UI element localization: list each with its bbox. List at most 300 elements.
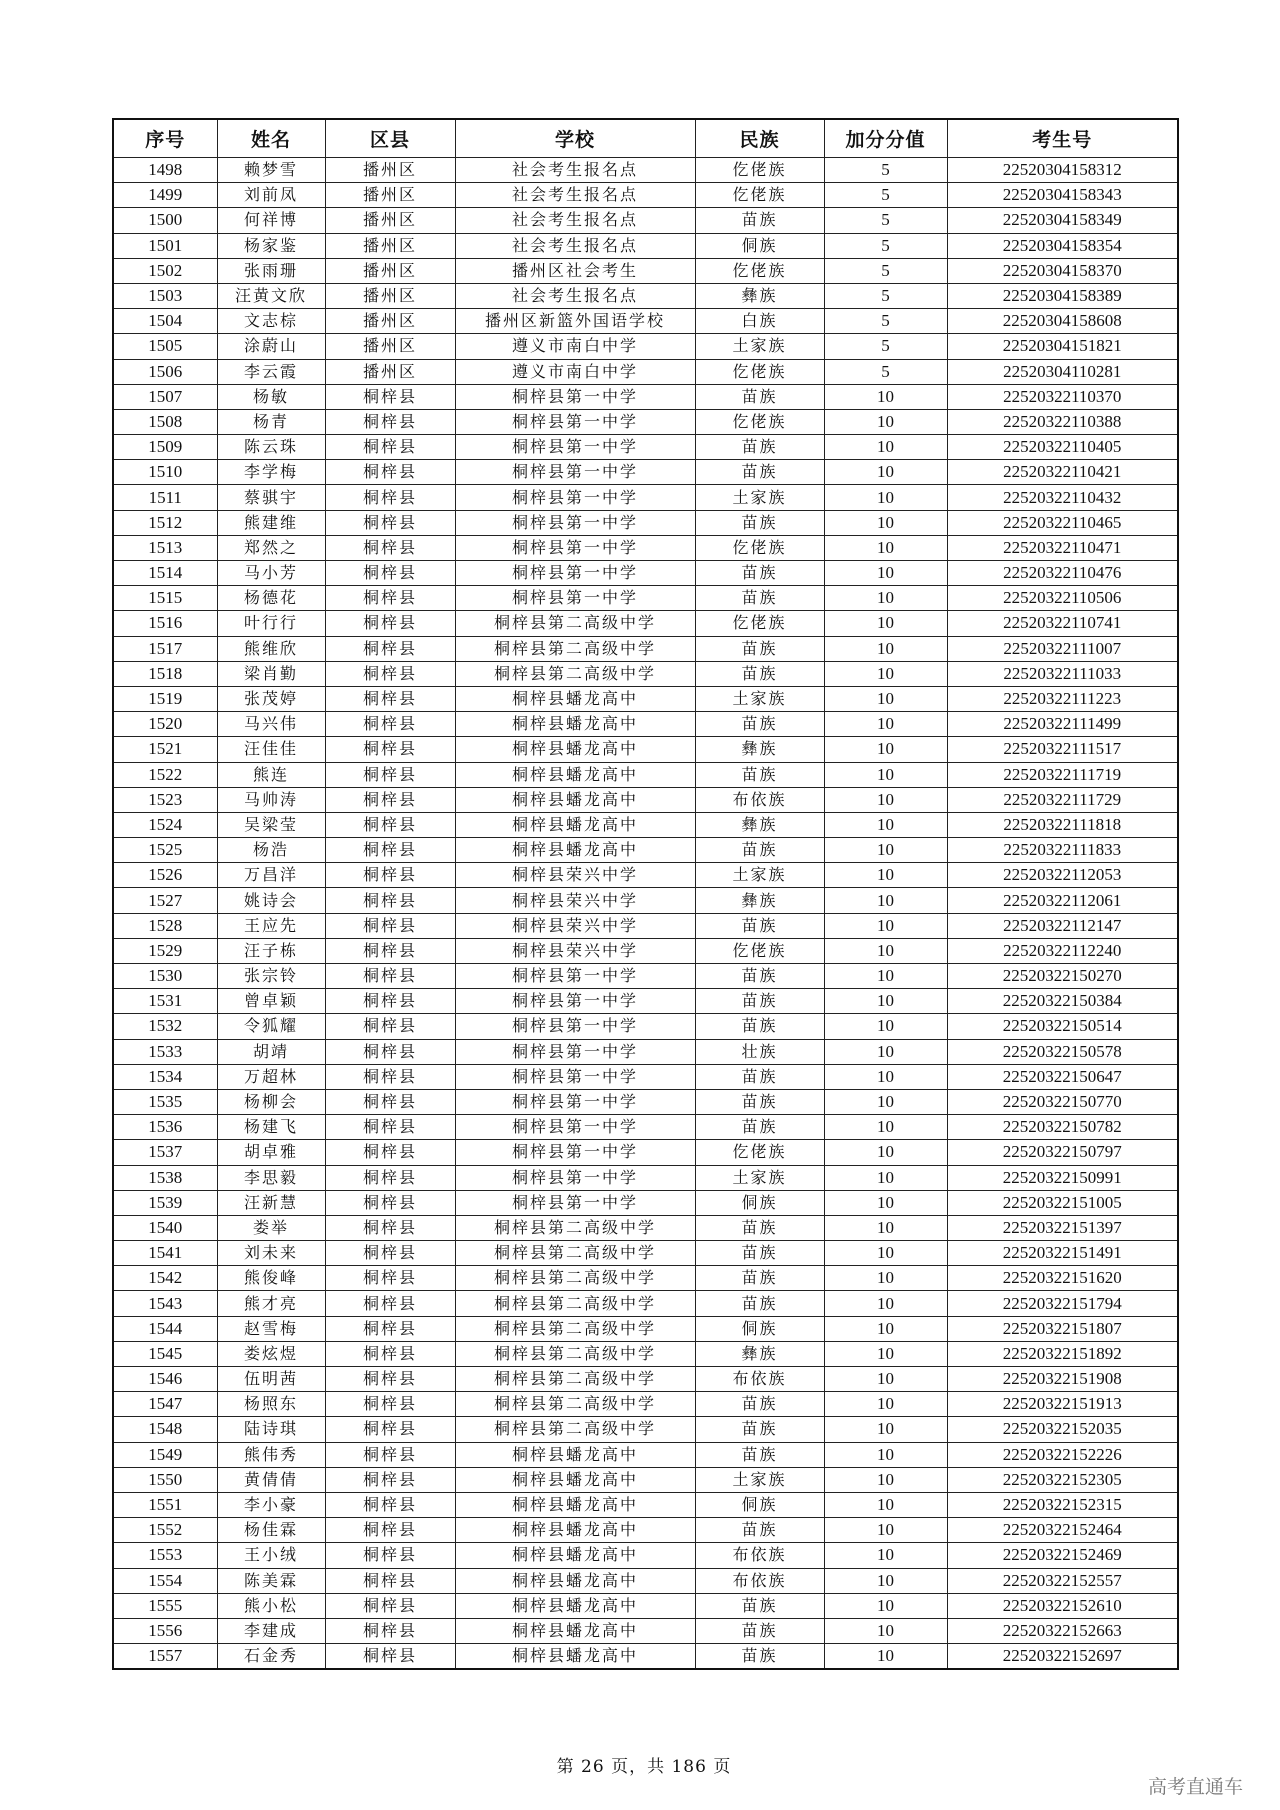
- cell-serial: 1552: [113, 1518, 217, 1543]
- cell-district: 桐梓县: [325, 611, 455, 636]
- cell-exam-number: 22520322151397: [947, 1215, 1178, 1240]
- cell-district: 播州区: [325, 309, 455, 334]
- cell-district: 桐梓县: [325, 1417, 455, 1442]
- table-row: [113, 1442, 1178, 1467]
- cell-bonus-points: 10: [824, 1341, 947, 1366]
- table-row: [113, 1367, 1178, 1392]
- cell-name: 王小绒: [217, 1543, 325, 1568]
- cell-bonus-points: 10: [824, 712, 947, 737]
- table-row: [113, 1341, 1178, 1366]
- cell-district: 桐梓县: [325, 661, 455, 686]
- cell-exam-number: 22520322151908: [947, 1367, 1178, 1392]
- table-row: [113, 1417, 1178, 1442]
- cell-serial: 1543: [113, 1291, 217, 1316]
- cell-exam-number: 22520322110506: [947, 586, 1178, 611]
- cell-district: 播州区: [325, 183, 455, 208]
- cell-school: 桐梓县荣兴中学: [455, 938, 695, 963]
- cell-ethnicity: 苗族: [695, 1442, 824, 1467]
- cell-school: 桐梓县荣兴中学: [455, 863, 695, 888]
- cell-ethnicity: 仡佬族: [695, 359, 824, 384]
- cell-bonus-points: 5: [824, 309, 947, 334]
- cell-district: 桐梓县: [325, 838, 455, 863]
- cell-district: 桐梓县: [325, 1014, 455, 1039]
- cell-serial: 1553: [113, 1543, 217, 1568]
- cell-school: 播州区新篮外国语学校: [455, 309, 695, 334]
- cell-ethnicity: 土家族: [695, 1467, 824, 1492]
- cell-district: 桐梓县: [325, 1467, 455, 1492]
- cell-district: 桐梓县: [325, 1115, 455, 1140]
- cell-name: 万昌洋: [217, 863, 325, 888]
- table-row: [113, 636, 1178, 661]
- cell-serial: 1537: [113, 1140, 217, 1165]
- cell-school: 桐梓县蟠龙高中: [455, 1492, 695, 1517]
- table-row: [113, 1543, 1178, 1568]
- cell-name: 马帅涛: [217, 787, 325, 812]
- cell-bonus-points: 10: [824, 1367, 947, 1392]
- cell-ethnicity: 苗族: [695, 712, 824, 737]
- cell-name: 令狐耀: [217, 1014, 325, 1039]
- cell-bonus-points: 10: [824, 1568, 947, 1593]
- cell-ethnicity: 土家族: [695, 1165, 824, 1190]
- cell-bonus-points: 10: [824, 1241, 947, 1266]
- cell-bonus-points: 10: [824, 1014, 947, 1039]
- cell-exam-number: 22520322112147: [947, 913, 1178, 938]
- cell-name: 赵雪梅: [217, 1316, 325, 1341]
- table-row: [113, 964, 1178, 989]
- cell-name: 赖梦雪: [217, 158, 325, 183]
- table-row: [113, 661, 1178, 686]
- cell-name: 张雨珊: [217, 258, 325, 283]
- cell-name: 石金秀: [217, 1644, 325, 1670]
- cell-school: 桐梓县第二高级中学: [455, 1392, 695, 1417]
- cell-bonus-points: 10: [824, 1492, 947, 1517]
- cell-exam-number: 22520322151005: [947, 1190, 1178, 1215]
- cell-ethnicity: 苗族: [695, 1115, 824, 1140]
- cell-district: 桐梓县: [325, 712, 455, 737]
- header-name: 姓名: [217, 119, 325, 158]
- cell-name: 何祥博: [217, 208, 325, 233]
- watermark: 高考直通车: [1148, 1776, 1244, 1798]
- cell-school: 桐梓县蟠龙高中: [455, 838, 695, 863]
- cell-school: 桐梓县第一中学: [455, 535, 695, 560]
- cell-serial: 1555: [113, 1593, 217, 1618]
- cell-exam-number: 22520322150770: [947, 1089, 1178, 1114]
- cell-school: 桐梓县第一中学: [455, 1140, 695, 1165]
- cell-exam-number: 22520304158370: [947, 258, 1178, 283]
- cell-ethnicity: 侗族: [695, 1190, 824, 1215]
- cell-ethnicity: 苗族: [695, 1417, 824, 1442]
- cell-district: 桐梓县: [325, 812, 455, 837]
- cell-serial: 1499: [113, 183, 217, 208]
- cell-school: 桐梓县第二高级中学: [455, 661, 695, 686]
- cell-serial: 1540: [113, 1215, 217, 1240]
- cell-ethnicity: 侗族: [695, 1492, 824, 1517]
- cell-school: 桐梓县第一中学: [455, 561, 695, 586]
- table-header-row: [113, 119, 1178, 158]
- cell-bonus-points: 10: [824, 1140, 947, 1165]
- cell-ethnicity: 苗族: [695, 460, 824, 485]
- cell-serial: 1525: [113, 838, 217, 863]
- cell-serial: 1546: [113, 1367, 217, 1392]
- cell-school: 桐梓县第一中学: [455, 1014, 695, 1039]
- cell-bonus-points: 10: [824, 1316, 947, 1341]
- cell-exam-number: 22520322110370: [947, 384, 1178, 409]
- cell-serial: 1557: [113, 1644, 217, 1670]
- cell-serial: 1556: [113, 1618, 217, 1643]
- cell-serial: 1518: [113, 661, 217, 686]
- table-row: [113, 586, 1178, 611]
- cell-district: 桐梓县: [325, 1064, 455, 1089]
- cell-district: 桐梓县: [325, 1367, 455, 1392]
- cell-district: 播州区: [325, 283, 455, 308]
- cell-bonus-points: 10: [824, 1266, 947, 1291]
- cell-exam-number: 22520322111719: [947, 762, 1178, 787]
- cell-exam-number: 22520322111033: [947, 661, 1178, 686]
- cell-school: 桐梓县第一中学: [455, 989, 695, 1014]
- cell-serial: 1503: [113, 283, 217, 308]
- cell-serial: 1504: [113, 309, 217, 334]
- cell-name: 李建成: [217, 1618, 325, 1643]
- cell-district: 桐梓县: [325, 1089, 455, 1114]
- cell-exam-number: 22520322110741: [947, 611, 1178, 636]
- cell-district: 桐梓县: [325, 586, 455, 611]
- cell-exam-number: 22520322152226: [947, 1442, 1178, 1467]
- cell-school: 遵义市南白中学: [455, 359, 695, 384]
- cell-serial: 1554: [113, 1568, 217, 1593]
- cell-district: 桐梓县: [325, 561, 455, 586]
- cell-serial: 1512: [113, 510, 217, 535]
- cell-ethnicity: 布依族: [695, 1367, 824, 1392]
- cell-serial: 1542: [113, 1266, 217, 1291]
- cell-ethnicity: 仡佬族: [695, 258, 824, 283]
- header-serial: 序号: [113, 119, 217, 158]
- cell-exam-number: 22520322150514: [947, 1014, 1178, 1039]
- cell-name: 郑然之: [217, 535, 325, 560]
- cell-serial: 1516: [113, 611, 217, 636]
- cell-district: 桐梓县: [325, 1039, 455, 1064]
- cell-serial: 1520: [113, 712, 217, 737]
- cell-district: 桐梓县: [325, 1618, 455, 1643]
- cell-exam-number: 22520322151913: [947, 1392, 1178, 1417]
- cell-school: 桐梓县蟠龙高中: [455, 1618, 695, 1643]
- cell-exam-number: 22520322111517: [947, 737, 1178, 762]
- cell-school: 桐梓县蟠龙高中: [455, 737, 695, 762]
- cell-serial: 1551: [113, 1492, 217, 1517]
- cell-ethnicity: 苗族: [695, 586, 824, 611]
- cell-bonus-points: 10: [824, 989, 947, 1014]
- cell-bonus-points: 10: [824, 384, 947, 409]
- cell-name: 马兴伟: [217, 712, 325, 737]
- cell-exam-number: 22520322150270: [947, 964, 1178, 989]
- cell-exam-number: 22520322150647: [947, 1064, 1178, 1089]
- cell-bonus-points: 5: [824, 208, 947, 233]
- cell-ethnicity: 仡佬族: [695, 1140, 824, 1165]
- cell-bonus-points: 10: [824, 1291, 947, 1316]
- cell-bonus-points: 10: [824, 510, 947, 535]
- cell-school: 播州区社会考生: [455, 258, 695, 283]
- cell-district: 桐梓县: [325, 1291, 455, 1316]
- cell-district: 播州区: [325, 359, 455, 384]
- cell-bonus-points: 10: [824, 586, 947, 611]
- cell-district: 桐梓县: [325, 863, 455, 888]
- table-row: [113, 1039, 1178, 1064]
- table-row: [113, 1568, 1178, 1593]
- cell-ethnicity: 彝族: [695, 812, 824, 837]
- cell-name: 王应先: [217, 913, 325, 938]
- cell-exam-number: 22520322151794: [947, 1291, 1178, 1316]
- cell-name: 梁肖勤: [217, 661, 325, 686]
- cell-district: 桐梓县: [325, 1266, 455, 1291]
- cell-bonus-points: 10: [824, 1442, 947, 1467]
- cell-school: 桐梓县第二高级中学: [455, 1417, 695, 1442]
- cell-district: 桐梓县: [325, 964, 455, 989]
- cell-exam-number: 22520322110405: [947, 435, 1178, 460]
- cell-school: 桐梓县蟠龙高中: [455, 686, 695, 711]
- table-row: [113, 1593, 1178, 1618]
- cell-bonus-points: 10: [824, 888, 947, 913]
- cell-school: 社会考生报名点: [455, 283, 695, 308]
- cell-school: 桐梓县蟠龙高中: [455, 812, 695, 837]
- cell-school: 桐梓县蟠龙高中: [455, 1442, 695, 1467]
- table-row: [113, 233, 1178, 258]
- cell-name: 李思毅: [217, 1165, 325, 1190]
- cell-ethnicity: 苗族: [695, 1014, 824, 1039]
- header-ethnicity: 民族: [695, 119, 824, 158]
- cell-exam-number: 22520304158349: [947, 208, 1178, 233]
- cell-bonus-points: 10: [824, 1115, 947, 1140]
- cell-serial: 1526: [113, 863, 217, 888]
- cell-bonus-points: 10: [824, 863, 947, 888]
- cell-serial: 1528: [113, 913, 217, 938]
- table-row: [113, 686, 1178, 711]
- cell-bonus-points: 5: [824, 183, 947, 208]
- cell-exam-number: 22520304158354: [947, 233, 1178, 258]
- cell-exam-number: 22520322152697: [947, 1644, 1178, 1670]
- cell-exam-number: 22520322152610: [947, 1593, 1178, 1618]
- cell-name: 曾卓颖: [217, 989, 325, 1014]
- cell-bonus-points: 10: [824, 1190, 947, 1215]
- cell-bonus-points: 10: [824, 838, 947, 863]
- cell-school: 桐梓县第二高级中学: [455, 1241, 695, 1266]
- table-row: [113, 435, 1178, 460]
- table-row: [113, 1618, 1178, 1643]
- cell-exam-number: 22520304151821: [947, 334, 1178, 359]
- cell-name: 杨家鉴: [217, 233, 325, 258]
- table-row: [113, 158, 1178, 183]
- cell-ethnicity: 仡佬族: [695, 535, 824, 560]
- cell-name: 胡卓雅: [217, 1140, 325, 1165]
- cell-ethnicity: 苗族: [695, 964, 824, 989]
- cell-serial: 1515: [113, 586, 217, 611]
- cell-bonus-points: 10: [824, 611, 947, 636]
- cell-serial: 1501: [113, 233, 217, 258]
- cell-bonus-points: 10: [824, 460, 947, 485]
- table-row: [113, 712, 1178, 737]
- cell-district: 桐梓县: [325, 1543, 455, 1568]
- cell-ethnicity: 苗族: [695, 661, 824, 686]
- cell-exam-number: 22520322111499: [947, 712, 1178, 737]
- cell-exam-number: 22520304158608: [947, 309, 1178, 334]
- table-row: [113, 1644, 1178, 1670]
- table-row: [113, 460, 1178, 485]
- cell-name: 熊维欣: [217, 636, 325, 661]
- cell-school: 桐梓县第二高级中学: [455, 1316, 695, 1341]
- table-row: [113, 838, 1178, 863]
- score-bonus-table: [112, 118, 1179, 1670]
- table-row: [113, 1492, 1178, 1517]
- cell-bonus-points: 10: [824, 1165, 947, 1190]
- cell-ethnicity: 白族: [695, 309, 824, 334]
- cell-ethnicity: 苗族: [695, 1291, 824, 1316]
- cell-school: 桐梓县第一中学: [455, 460, 695, 485]
- cell-school: 桐梓县第一中学: [455, 1064, 695, 1089]
- cell-serial: 1509: [113, 435, 217, 460]
- header-district: 区县: [325, 119, 455, 158]
- cell-ethnicity: 苗族: [695, 384, 824, 409]
- cell-ethnicity: 苗族: [695, 1644, 824, 1670]
- cell-name: 杨青: [217, 409, 325, 434]
- cell-name: 杨建飞: [217, 1115, 325, 1140]
- cell-district: 桐梓县: [325, 1593, 455, 1618]
- cell-bonus-points: 10: [824, 964, 947, 989]
- cell-name: 杨浩: [217, 838, 325, 863]
- table-row: [113, 1014, 1178, 1039]
- cell-name: 张茂婷: [217, 686, 325, 711]
- cell-bonus-points: 10: [824, 787, 947, 812]
- cell-school: 桐梓县蟠龙高中: [455, 1518, 695, 1543]
- cell-exam-number: 22520322110476: [947, 561, 1178, 586]
- cell-serial: 1498: [113, 158, 217, 183]
- cell-exam-number: 22520322152663: [947, 1618, 1178, 1643]
- cell-school: 桐梓县蟠龙高中: [455, 712, 695, 737]
- cell-serial: 1506: [113, 359, 217, 384]
- table-row: [113, 535, 1178, 560]
- cell-bonus-points: 10: [824, 1064, 947, 1089]
- cell-exam-number: 22520322111818: [947, 812, 1178, 837]
- cell-district: 桐梓县: [325, 435, 455, 460]
- cell-district: 桐梓县: [325, 762, 455, 787]
- cell-bonus-points: 10: [824, 686, 947, 711]
- cell-exam-number: 22520322112061: [947, 888, 1178, 913]
- cell-bonus-points: 10: [824, 485, 947, 510]
- table-row: [113, 1140, 1178, 1165]
- cell-ethnicity: 苗族: [695, 1518, 824, 1543]
- table-row: [113, 1115, 1178, 1140]
- cell-district: 桐梓县: [325, 510, 455, 535]
- table-row: [113, 409, 1178, 434]
- cell-name: 杨德花: [217, 586, 325, 611]
- cell-name: 熊连: [217, 762, 325, 787]
- cell-bonus-points: 10: [824, 1467, 947, 1492]
- table-row: [113, 309, 1178, 334]
- cell-ethnicity: 苗族: [695, 561, 824, 586]
- cell-serial: 1538: [113, 1165, 217, 1190]
- cell-bonus-points: 10: [824, 1593, 947, 1618]
- cell-exam-number: 22520322150797: [947, 1140, 1178, 1165]
- table-row: [113, 561, 1178, 586]
- cell-serial: 1514: [113, 561, 217, 586]
- cell-serial: 1534: [113, 1064, 217, 1089]
- cell-ethnicity: 苗族: [695, 636, 824, 661]
- cell-name: 李小豪: [217, 1492, 325, 1517]
- cell-name: 陈云珠: [217, 435, 325, 460]
- cell-school: 桐梓县第一中学: [455, 485, 695, 510]
- cell-school: 桐梓县第一中学: [455, 409, 695, 434]
- cell-exam-number: 22520322112240: [947, 938, 1178, 963]
- cell-school: 桐梓县第一中学: [455, 1089, 695, 1114]
- cell-district: 桐梓县: [325, 1190, 455, 1215]
- cell-name: 李学梅: [217, 460, 325, 485]
- cell-name: 吴梁莹: [217, 812, 325, 837]
- cell-bonus-points: 5: [824, 233, 947, 258]
- cell-name: 汪佳佳: [217, 737, 325, 762]
- cell-bonus-points: 5: [824, 334, 947, 359]
- cell-ethnicity: 苗族: [695, 435, 824, 460]
- table-row: [113, 1316, 1178, 1341]
- cell-school: 桐梓县蟠龙高中: [455, 787, 695, 812]
- cell-exam-number: 22520322151892: [947, 1341, 1178, 1366]
- cell-bonus-points: 10: [824, 435, 947, 460]
- cell-name: 刘未来: [217, 1241, 325, 1266]
- cell-name: 娄举: [217, 1215, 325, 1240]
- cell-name: 杨柳会: [217, 1089, 325, 1114]
- cell-ethnicity: 苗族: [695, 913, 824, 938]
- cell-ethnicity: 苗族: [695, 838, 824, 863]
- cell-school: 桐梓县第二高级中学: [455, 1367, 695, 1392]
- cell-district: 桐梓县: [325, 737, 455, 762]
- table-row: [113, 1291, 1178, 1316]
- cell-ethnicity: 土家族: [695, 863, 824, 888]
- cell-exam-number: 22520322152557: [947, 1568, 1178, 1593]
- cell-ethnicity: 布依族: [695, 1543, 824, 1568]
- cell-school: 桐梓县第二高级中学: [455, 611, 695, 636]
- cell-name: 伍明茜: [217, 1367, 325, 1392]
- cell-serial: 1539: [113, 1190, 217, 1215]
- cell-district: 桐梓县: [325, 409, 455, 434]
- cell-exam-number: 22520322150384: [947, 989, 1178, 1014]
- cell-ethnicity: 彝族: [695, 737, 824, 762]
- cell-district: 桐梓县: [325, 1442, 455, 1467]
- cell-exam-number: 22520304158343: [947, 183, 1178, 208]
- cell-bonus-points: 10: [824, 1039, 947, 1064]
- cell-ethnicity: 仡佬族: [695, 938, 824, 963]
- cell-serial: 1505: [113, 334, 217, 359]
- table-body: [113, 158, 1178, 1670]
- cell-name: 娄炫煜: [217, 1341, 325, 1366]
- cell-serial: 1507: [113, 384, 217, 409]
- cell-exam-number: 22520322110388: [947, 409, 1178, 434]
- table-row: [113, 510, 1178, 535]
- cell-name: 胡靖: [217, 1039, 325, 1064]
- cell-exam-number: 22520304158312: [947, 158, 1178, 183]
- cell-ethnicity: 仡佬族: [695, 183, 824, 208]
- cell-district: 桐梓县: [325, 1644, 455, 1670]
- cell-name: 陈美霖: [217, 1568, 325, 1593]
- cell-exam-number: 22520322152035: [947, 1417, 1178, 1442]
- cell-ethnicity: 苗族: [695, 989, 824, 1014]
- cell-serial: 1536: [113, 1115, 217, 1140]
- cell-bonus-points: 10: [824, 1618, 947, 1643]
- cell-school: 桐梓县第一中学: [455, 510, 695, 535]
- cell-ethnicity: 仡佬族: [695, 158, 824, 183]
- cell-exam-number: 22520304158389: [947, 283, 1178, 308]
- cell-bonus-points: 5: [824, 158, 947, 183]
- cell-district: 播州区: [325, 334, 455, 359]
- cell-ethnicity: 彝族: [695, 888, 824, 913]
- table-row: [113, 283, 1178, 308]
- cell-exam-number: 22520322152315: [947, 1492, 1178, 1517]
- cell-school: 桐梓县第一中学: [455, 1165, 695, 1190]
